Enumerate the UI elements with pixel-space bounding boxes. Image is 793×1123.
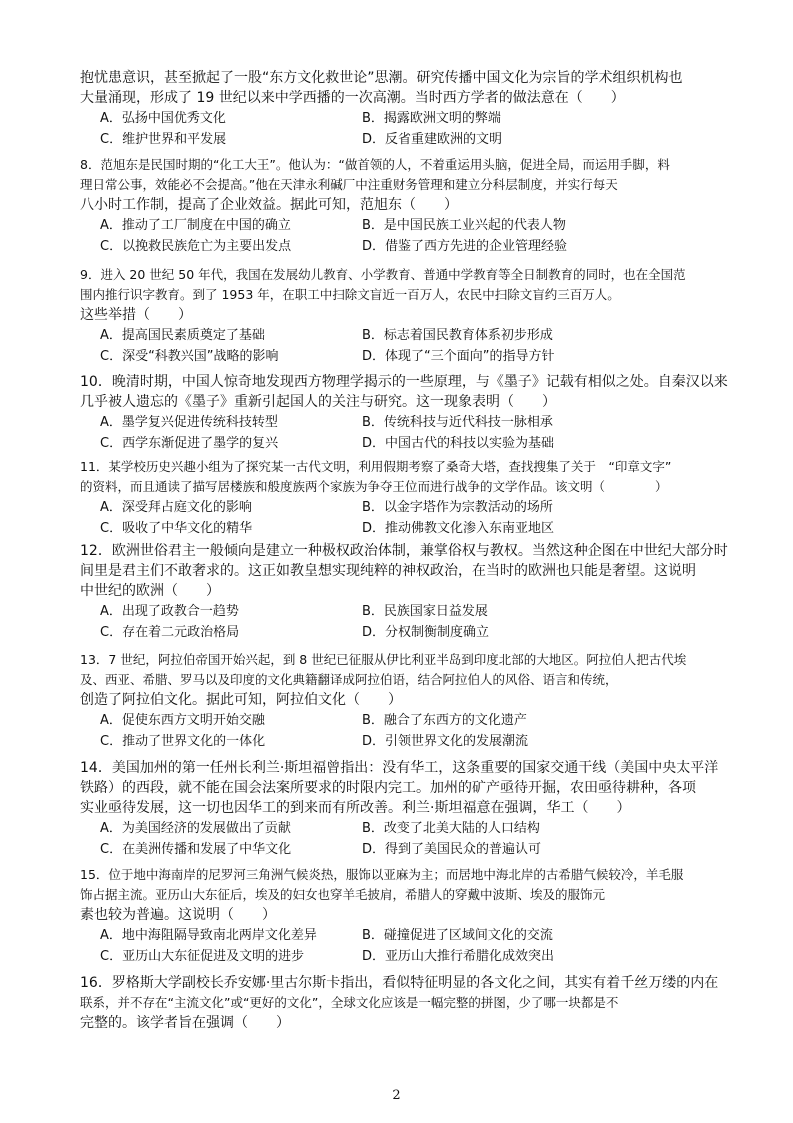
question-text-line: 围内推行识字教育。到了 1953 年，在职工中扫除文盲近一百万人，农民中扫除文盲约三百万人。 <box>80 287 620 302</box>
question-text-line: 联系，并不存在“主流文化”或“更好的文化”，全球文化应该是一幅完整的拼图，少了哪一块都是不 <box>80 995 619 1010</box>
question-text-line: 15．位于地中海南岸的尼罗河三角洲气候炎热，服饰以亚麻为主；而居地中海北岸的古希腊气候较冷，羊毛服 <box>80 867 684 882</box>
options-row <box>80 710 730 731</box>
options-row <box>80 731 730 752</box>
question-7-continuation <box>80 68 730 150</box>
option-c: C．西学东渐促进了墨学的复兴 <box>100 436 279 451</box>
question-text-line: 理日常公事，效能必不会提高。”他在天津永利碱厂中注重财务管理和建立分科层制度，并实行每天 <box>80 177 618 192</box>
question-text-line: 11．某学校历史兴趣小组为了探究某一古代文明，利用假期考察了桑奇大塔，查找搜集了关于 “印章文字” <box>80 459 672 474</box>
options-row <box>80 325 730 346</box>
options-row <box>80 622 730 643</box>
option-d: D．借鉴了西方先进的企业管理经验 <box>362 239 568 254</box>
question-11 <box>80 457 730 539</box>
question-text-line: 几乎被人遗忘的《墨子》重新引起国人的关注与研究。这一现象表明（ ） <box>80 394 556 410</box>
question-text-line: 实业亟待发展，这一切也因华工的到来而有所改善。利兰·斯坦福意在强调，华工（ ） <box>80 800 631 816</box>
option-d: D．亚历山大推行希腊化成效突出 <box>362 949 555 964</box>
option-a: A．深受拜占庭文化的影响 <box>100 500 252 515</box>
question-text-line: 及、西亚、希腊、罗马以及印度的文化典籍翻译成阿拉伯语，结合阿拉伯人的风俗、语言和传统， <box>80 672 618 687</box>
options-row <box>80 818 730 839</box>
question-text-line: 大量涌现，形成了 19 世纪以来中学西播的一次高潮。当时西方学者的做法意在（ ） <box>80 90 625 106</box>
option-d: D．得到了美国民众的普遍认可 <box>362 842 542 857</box>
option-d: D．中国古代的科技以实验为基础 <box>362 436 555 451</box>
option-b: B．是中国民族工业兴起的代表人物 <box>362 218 566 233</box>
question-text-line: 14．美国加州的第一任州长利兰·斯坦福曾指出：没有华工，这条重要的国家交通干线（美国中央太平洋 <box>80 760 719 776</box>
question-15 <box>80 865 730 967</box>
question-10 <box>80 372 730 454</box>
option-b: B．揭露欧洲文明的弊端 <box>362 111 501 126</box>
question-text-line: 13．7 世纪，阿拉伯帝国开始兴起，到 8 世纪已征服从伊比利亚半岛到印度北部的大地区。阿拉伯人把古代埃 <box>80 652 687 667</box>
question-text-line: 饰占据主流。亚历山大东征后，埃及的妇女也穿羊毛披肩，希腊人的穿戴中波斯、埃及的服饰元 <box>80 887 606 902</box>
options-row <box>80 108 730 129</box>
question-text-line: 间里是君主们不敢奢求的。这正如教皇想实现纯粹的神权政治，在当时的欧洲也只能是奢望。这说明 <box>80 563 696 579</box>
option-a: A．地中海阻隔导致南北两岸文化差异 <box>100 928 317 943</box>
option-a: A．墨学复兴促进传统科技转型 <box>100 415 278 430</box>
options-row <box>80 215 730 236</box>
question-text-line: 完整的。该学者旨在强调（ ） <box>80 1015 290 1031</box>
option-a: A．为美国经济的发展做出了贡献 <box>100 821 291 836</box>
option-c: C．吸收了中华文化的精华 <box>100 521 253 536</box>
option-c: C．维护世界和平发展 <box>100 132 227 147</box>
options-row <box>80 236 730 257</box>
options-row <box>80 412 730 433</box>
question-16 <box>80 973 730 1033</box>
question-text-line: 中世纪的欧洲（ ） <box>80 583 220 599</box>
option-d: D．体现了“三个面向”的指导方针 <box>362 349 555 364</box>
option-a: A．出现了政教合一趋势 <box>100 604 239 619</box>
option-b: B．碰撞促进了区域间文化的交流 <box>362 928 553 943</box>
question-text-line: 10．晚清时期，中国人惊奇地发现西方物理学揭示的一些原理，与《墨子》记载有相似之处。自秦汉以来 <box>80 374 728 390</box>
option-b: B．传统科技与近代科技一脉相承 <box>362 415 553 430</box>
option-b: B．标志着国民教育体系初步形成 <box>362 328 553 343</box>
options-row <box>80 925 730 946</box>
options-row <box>80 601 730 622</box>
question-13 <box>80 650 730 752</box>
option-a: A．弘扬中国优秀文化 <box>100 111 226 126</box>
option-b: B．融合了东西方的文化遗产 <box>362 713 527 728</box>
question-text-line: 素也较为普遍。这说明（ ） <box>80 907 276 923</box>
option-d: D．反省重建欧洲的文明 <box>362 132 503 147</box>
options-row <box>80 946 730 967</box>
option-a: A．推动了工厂制度在中国的确立 <box>100 218 291 233</box>
options-row <box>80 839 730 860</box>
option-d: D．分权制衡制度确立 <box>362 625 490 640</box>
options-row <box>80 129 730 150</box>
option-b: B．以金字塔作为宗教活动的场所 <box>362 500 553 515</box>
question-9 <box>80 265 730 367</box>
option-a: A．提高国民素质奠定了基础 <box>100 328 265 343</box>
question-text-line: 8．范旭东是民国时期的“化工大王”。他认为：“做首领的人，不着重运用头脑，促进全局，而运用手脚，料 <box>80 157 670 172</box>
option-d: D．引领世界文化的发展潮流 <box>362 734 529 749</box>
question-text-line: 的资料，而且通读了描写居楼族和般度族两个家族为争夺王位而进行战争的文学作品。该文明（ ） <box>80 479 668 494</box>
option-c: C．在美洲传播和发展了中华文化 <box>100 842 292 857</box>
question-12 <box>80 541 730 643</box>
option-a: A．促使东西方文明开始交融 <box>100 713 265 728</box>
option-c: C．推动了世界文化的一体化 <box>100 734 266 749</box>
option-c: C．存在着二元政治格局 <box>100 625 240 640</box>
option-b: B．民族国家日益发展 <box>362 604 488 619</box>
option-c: C．以挽救民族危亡为主要出发点 <box>100 239 292 254</box>
options-row <box>80 518 730 539</box>
option-c: C．深受“科教兴国”战略的影响 <box>100 349 279 364</box>
question-text-line: 12．欧洲世俗君主一般倾向是建立一种极权政治体制，兼掌俗权与教权。当然这种企图在中世纪大部分时 <box>80 543 728 559</box>
question-14 <box>80 758 730 860</box>
page-number: 2 <box>392 1088 401 1103</box>
option-b: B．改变了北美大陆的人口结构 <box>362 821 540 836</box>
question-text-line: 抱忧患意识，甚至掀起了一股“东方文化救世论”思潮。研究传播中国文化为宗旨的学术组织机构也 <box>80 70 683 86</box>
options-row <box>80 497 730 518</box>
question-text-line: 16．罗格斯大学副校长乔安娜·里古尔斯卡指出，看似特征明显的各文化之间，其实有着千丝万缕的内在 <box>80 975 719 991</box>
question-text-line: 八小时工作制，提高了企业效益。据此可知，范旭东（ ） <box>80 197 458 213</box>
question-text-line: 创造了阿拉伯文化。据此可知，阿拉伯文化（ ） <box>80 692 402 708</box>
options-row <box>80 346 730 367</box>
question-8 <box>80 155 730 257</box>
question-text-line: 9．进入 20 世纪 50 年代，我国在发展幼儿教育、小学教育、普通中学教育等全日制教育的同时，也在全国范 <box>80 267 686 282</box>
question-text-line: 这些举措（ ） <box>80 307 192 323</box>
option-d: D．推动佛教文化渗入东南亚地区 <box>362 521 555 536</box>
question-text-line: 铁路）的西段，就不能在国会法案所要求的时限内完工。加州的矿产亟待开掘，农田亟待耕种，各项 <box>80 780 696 796</box>
option-c: C．亚历山大东征促进及文明的进步 <box>100 949 305 964</box>
options-row <box>80 433 730 454</box>
